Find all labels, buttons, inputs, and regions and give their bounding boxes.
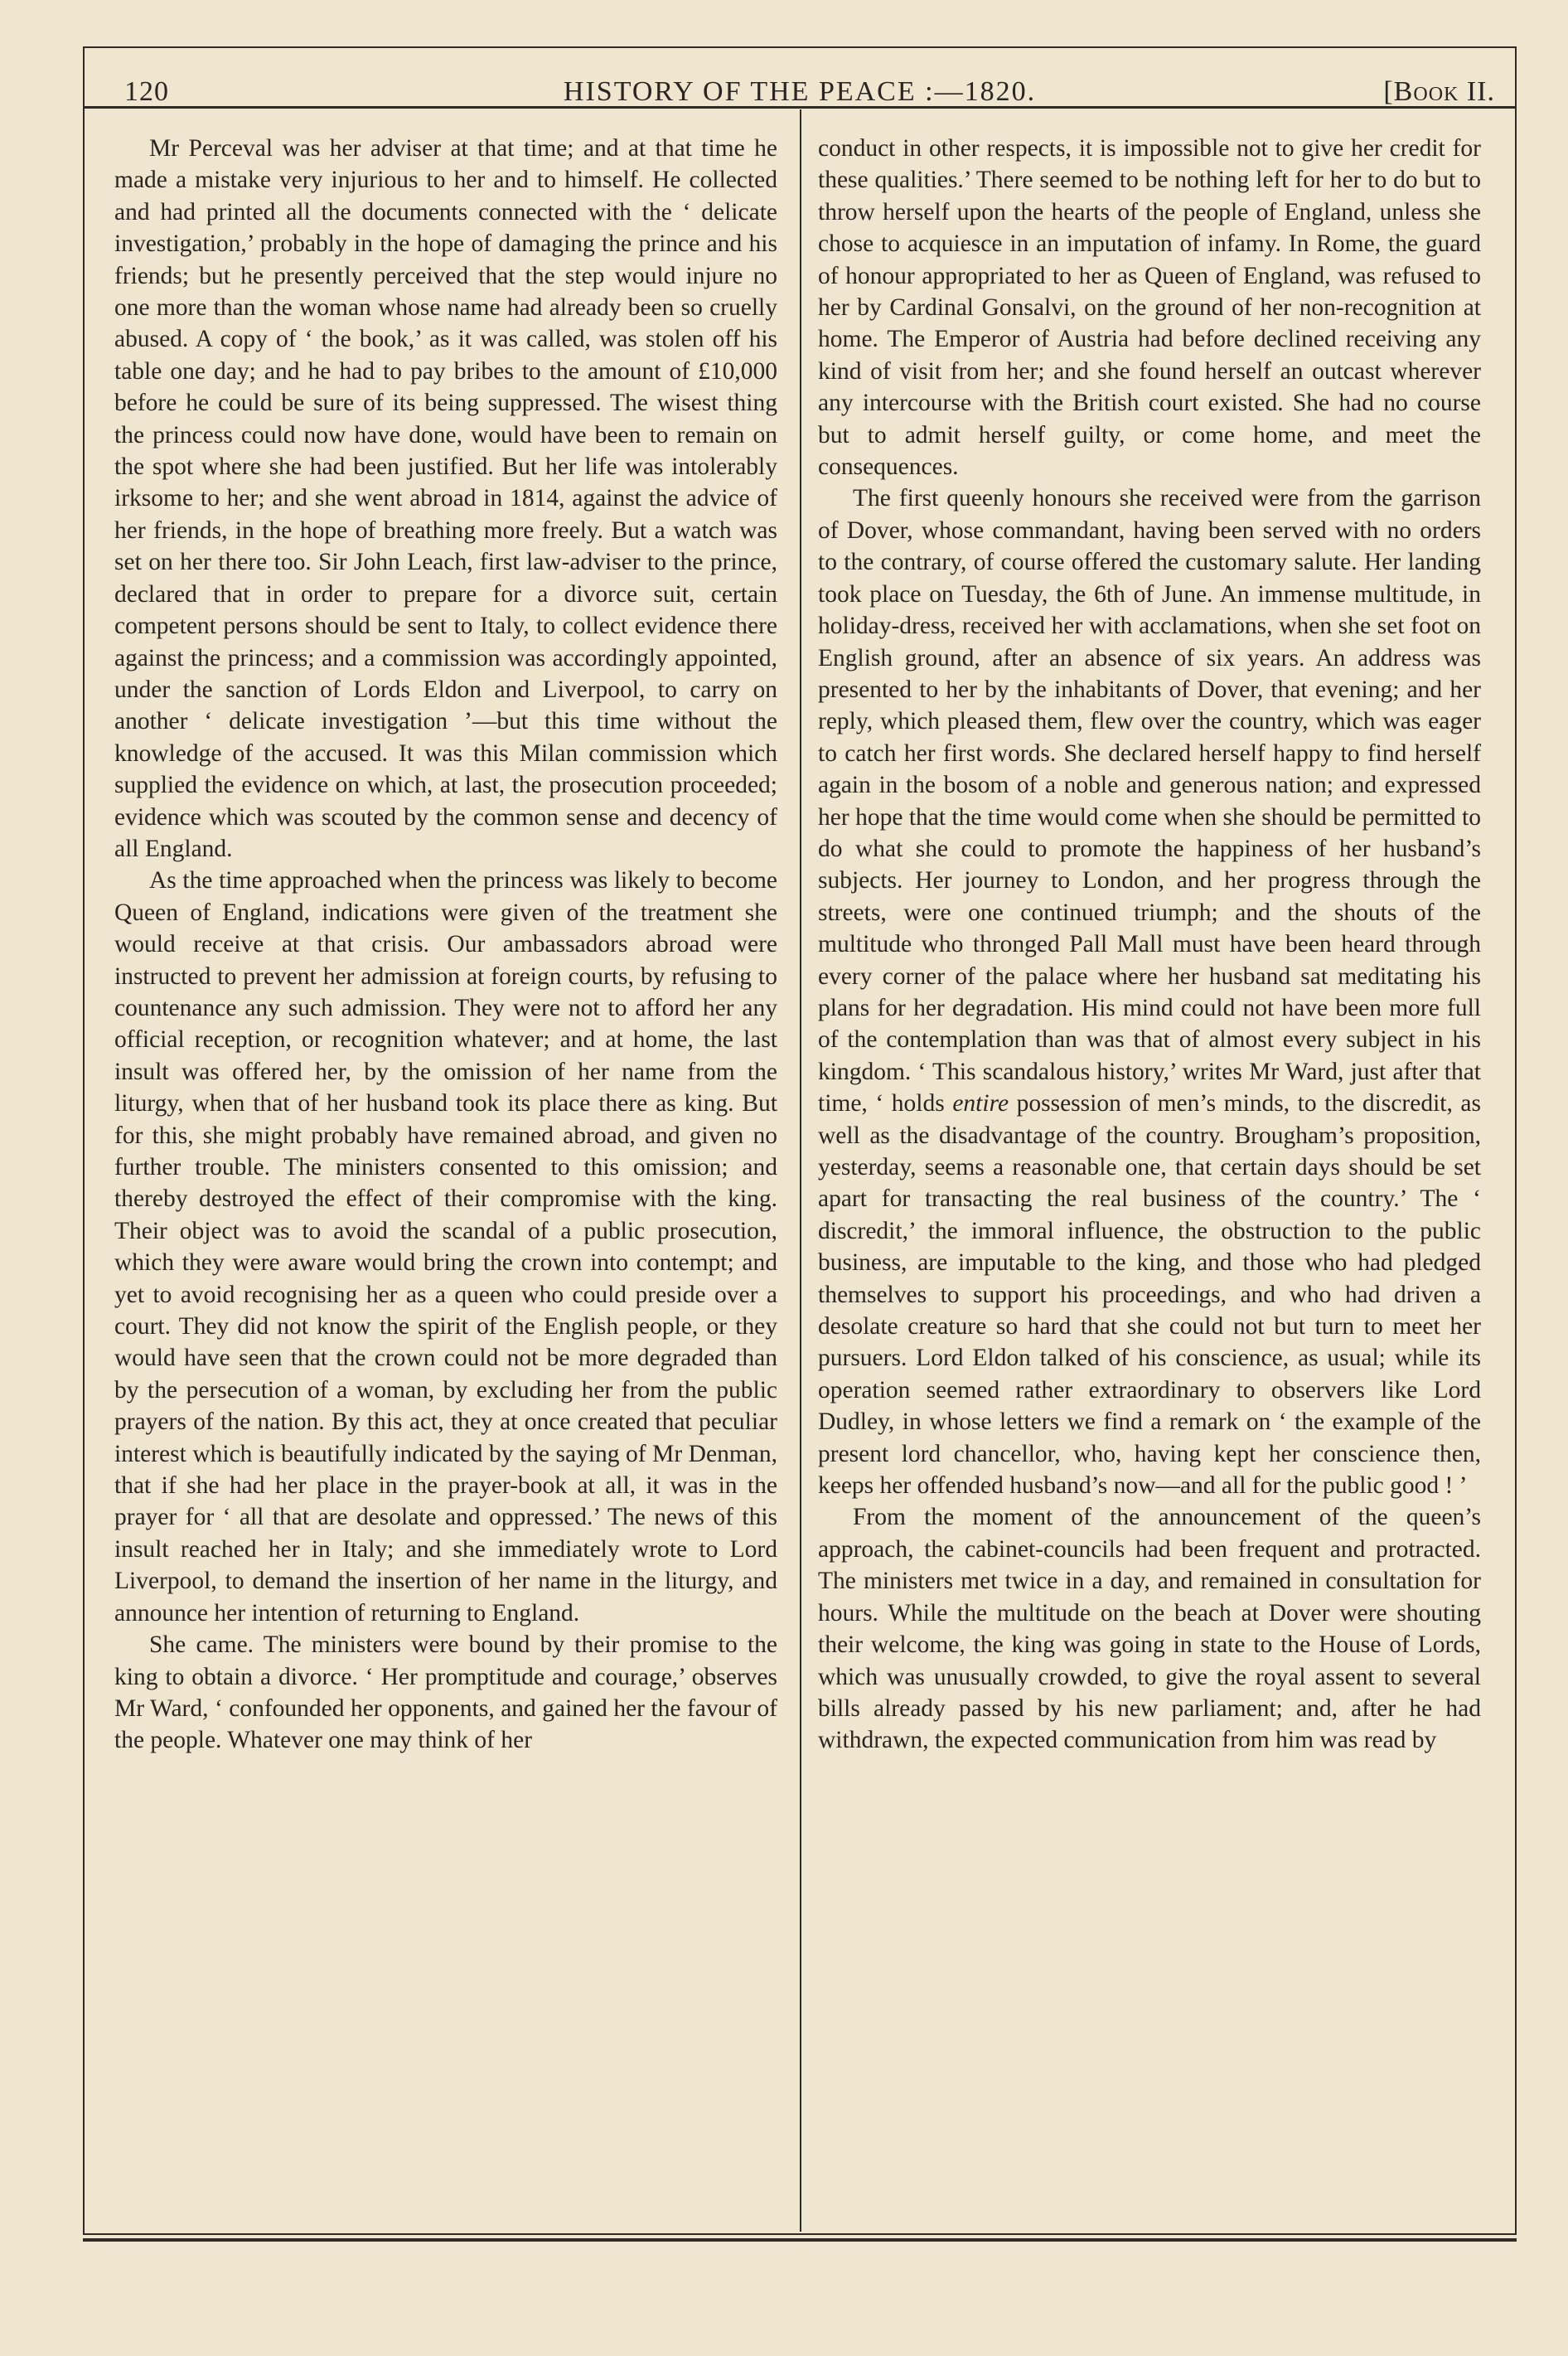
paragraph-text: possession of men’s minds, to the discredit, as well as the disadvantage of the country. Brougham’s proposition, yesterday, seems a reasonable one, that certain days should be set apart for transacting the real business of the country.’ The ‘ discredit,’ the immoral influence, the obstruction to the public business, are imputable to the king, and those who had pledged themselves to support his proceedings, and who had driven a desolate creature so hard that she could not but turn to meet her pursuers. Lord Eldon talked of his conscience, as usual; while its operation seemed rather extraordinary to observers like Lord Dudley, in whose letters we find a remark on ‘ the example of the present lord chancellor, who, having kept her conscience then, keeps her offended husband’s now—and all for the public good ! ’ (818, 1090, 1482, 1500)
paragraph: As the time approached when the princess was likely to become Queen of England, indications were given of the treatment she would receive at that crisis. Our ambassadors abroad were instructed to prevent her admission at foreign courts, by refusing to countenance any such admission. They were not to afford her any official reception, or recognition whatever; and at home, the last insult was offered her, by the omission of her name from the liturgy, when that of her husband took its place there as king. But for this, she might probably have remained abroad, and given no further trouble. The ministers consented to this omission; and thereby destroyed the effect of their compromise with the king. Their object was to avoid the scandal of a public prosecution, which they were aware would bring the crown into contempt; and yet to avoid recognising her as a queen who could preside over a court. They did not know the spirit of the English people, or they would have seen that the crown could not be more degraded than by the persecution of a woman, by excluding her from the public prayers of the nation. By this act, they at once created that peculiar interest which is beautifully indicated by the saying of Mr Denman, that if she had her place in the prayer-book at all, it was in the prayer for ‘ all that are desolate and oppressed.’ The news of this insult reached her in Italy; and she immediately wrote to Lord Liverpool, to demand the insertion of her name in the liturgy, and announce her intention of returning to England. (114, 867, 777, 1626)
left-column (114, 133, 777, 1757)
paragraph: From the moment of the announcement of the queen’s approach, the cabinet-councils had been frequent and protracted. The ministers met twice in a day, and remained in consultation for hours. While the multitude on the beach at Dover were shouting their welcome, the king was going in state to the House of Lords, which was unusually crowded, to give the royal assent to several bills already passed by his new parliament; and, after he had withdrawn, the expected communication from him was read by (818, 1504, 1481, 1754)
book-label: [Book II. (1383, 76, 1495, 107)
right-column (818, 133, 1481, 1757)
paragraph: Mr Perceval was her adviser at that time; and at that time he made a mistake very injurious to her and to himself. He collected and had printed all the documents connected with the ‘ delicate investigation,’ probably in the hope of damaging the prince and his friends; but he presently perceived that the step would injure no one more than the woman whose name had already been so cruelly abused. A copy of ‘ the book,’ as it was called, was stolen off his table one day; and he had to pay bribes to the amount of £10,000 before he could be sure of its being suppressed. The wisest thing the princess could now have done, would have been to remain on the spot where she had been justified. But her life was intolerably irksome to her; and she went abroad in 1814, against the advice of her friends, in the hope of breathing more freely. But a watch was set on her there too. Sir John Leach, first law-adviser to the prince, declared that in order to prepare for a divorce suit, certain competent persons should be sent to Italy, to collect evidence there against the princess; and a commission was accordingly appointed, under the sanction of Lords Eldon and Liverpool, to carry on another ‘ delicate investigation ’—but this time without the knowledge of the accused. It was this Milan commission which supplied the evidence on which, at last, the prosecution proceeded; evidence which was scouted by the common sense and decency of all England. (114, 135, 777, 862)
header-rule (83, 106, 1517, 109)
paragraph-text: The first queenly honours she received were from the garrison of Dover, whose commandant, having been served with no orders to the contrary, of course offered the customary salute. Her landing took place on Tuesday, the 6th of June. An immense multitude, in holiday-dress, received her with acclamations, when she set foot on English ground, after an absence of six years. An address was presented to her by the inhabitants of Dover, that evening; and her reply, which pleased them, flew over the country, which was eager to catch her first words. She declared herself happy to find herself again in the bosom of a noble and generous nation; and expressed her hope that the time would come when she should be permitted to do what she could to promote the happiness of her husband’s subjects. Her journey to London, and her progress through the streets, were one continued triumph; and the shouts of the multitude who thronged Pall Mall must have been heard through every corner of the palace where her husband sat meditating his plans for her degradation. His mind could not have been more full of the contemplation than was that of almost every subject in his kingdom. ‘ This scandalous history,’ writes Mr Ward, just after that time, ‘ holds (818, 485, 1481, 1117)
paragraph-continued: conduct in other respects, it is impossible not to give her credit for these qualities.’ There seemed to be nothing left for her to do but to throw herself upon the hearts of the people of England, unless she chose to acquiesce in an imputation of infamy. In Rome, the guard of honour appropriated to her as Queen of England, was refused to her by Cardinal Gonsalvi, on the ground of her non-recognition at home. The Emperor of Austria had before declined receiving any kind of visit from her; and she found herself an outcast wherever any intercourse with the British court existed. She had no course but to admit herself guilty, or come home, and meet the consequences. (818, 135, 1481, 481)
column-divider (800, 109, 801, 2232)
bottom-rule (83, 2238, 1517, 2242)
page-number: 120 (124, 76, 169, 107)
paragraph (818, 482, 1481, 1501)
emphasis-text: entire (952, 1090, 1009, 1117)
running-title: HISTORY OF THE PEACE :—1820. (563, 76, 1037, 107)
paragraph: She came. The ministers were bound by their promise to the king to obtain a divorce. ‘ Her promptitude and courage,’ observes Mr Ward, ‘ confounded her opponents, and gained her the favour of the people. Whatever one may think of her (114, 1631, 777, 1754)
